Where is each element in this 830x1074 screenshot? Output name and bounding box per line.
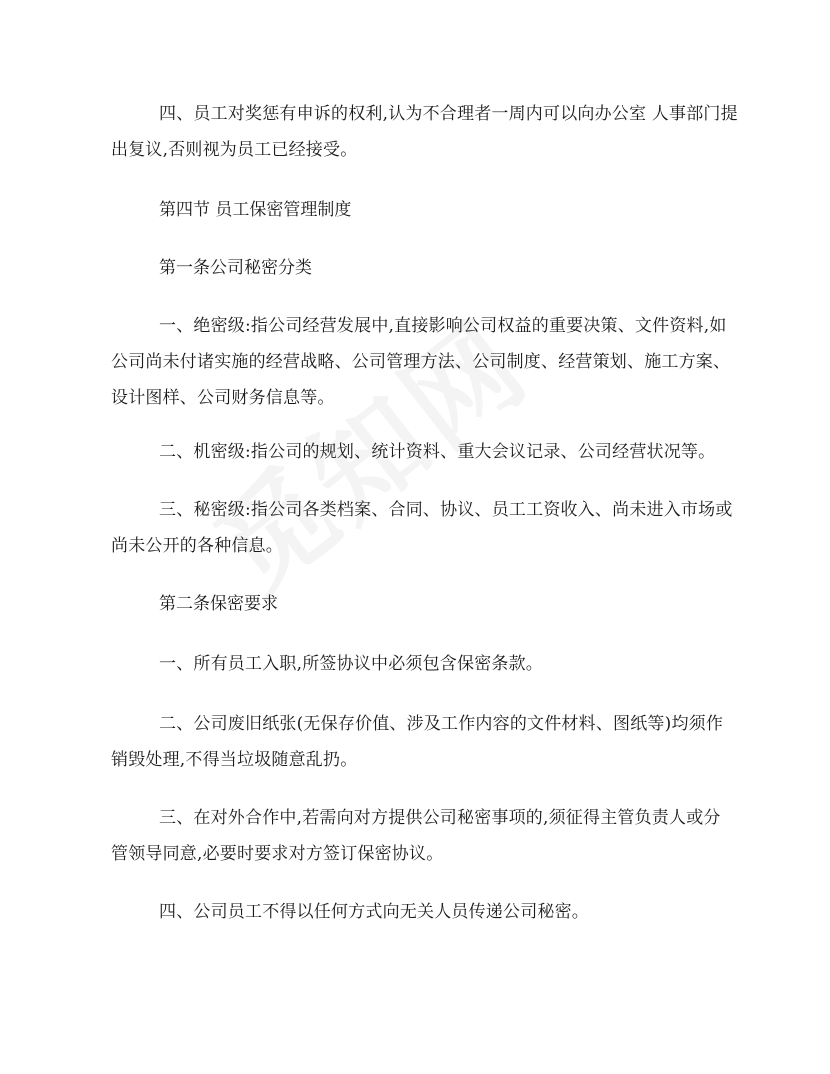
paragraph-confidential (111, 434, 717, 470)
text-line: 公司尚未付诸实施的经营战略、公司管理方法、公司制度、经营策划、施工方案、 (111, 352, 731, 372)
paragraph-requirement-3 (111, 800, 721, 872)
paragraph-requirement-1 (111, 646, 717, 682)
paragraph-appeal-right (111, 96, 738, 168)
article-heading: 第二条保密要求 (159, 594, 278, 614)
text-line: 销毁处理,不得当垃圾随意乱扔。 (111, 750, 358, 770)
text-line: 一、所有员工入职,所签协议中必须包含保密条款。 (159, 654, 544, 674)
paragraph-top-secret (111, 308, 731, 416)
text-line: 三、在对外合作中,若需向对方提供公司秘密事项的,须征得主管负责人或分 (159, 808, 721, 828)
text-line: 二、机密级:指公司的规划、统计资料、重大会议记录、公司经营状况等。 (159, 442, 716, 462)
text-line: 二、公司废旧纸张(无保存价值、涉及工作内容的文件材料、图纸等)均须作 (159, 714, 724, 734)
text-line: 四、员工对奖惩有申诉的权利,认为不合理者一周内可以向办公室 人事部门提 (159, 104, 738, 124)
text-line: 一、绝密级:指公司经营发展中,直接影响公司权益的重要决策、文件资料,如 (159, 316, 727, 336)
article-heading: 第一条公司秘密分类 (159, 258, 312, 278)
section-heading: 第四节 员工保密管理制度 (159, 200, 352, 220)
paragraph-secret (111, 492, 733, 564)
text-line: 四、公司员工不得以任何方式向无关人员传递公司秘密。 (159, 902, 589, 922)
paragraph-requirement-4 (111, 894, 717, 930)
text-line: 尚未公开的各种信息。 (111, 536, 283, 556)
paragraph-requirement-2 (111, 706, 724, 778)
text-line: 管领导同意,必要时要求对方签订保密协议。 (111, 844, 444, 864)
text-line: 出复议,否则视为员工已经接受。 (111, 140, 358, 160)
text-line: 设计图样、公司财务信息等。 (111, 388, 335, 408)
text-line: 三、秘密级:指公司各类档案、合同、协议、员工工资收入、尚未进入市场或 (159, 500, 733, 520)
